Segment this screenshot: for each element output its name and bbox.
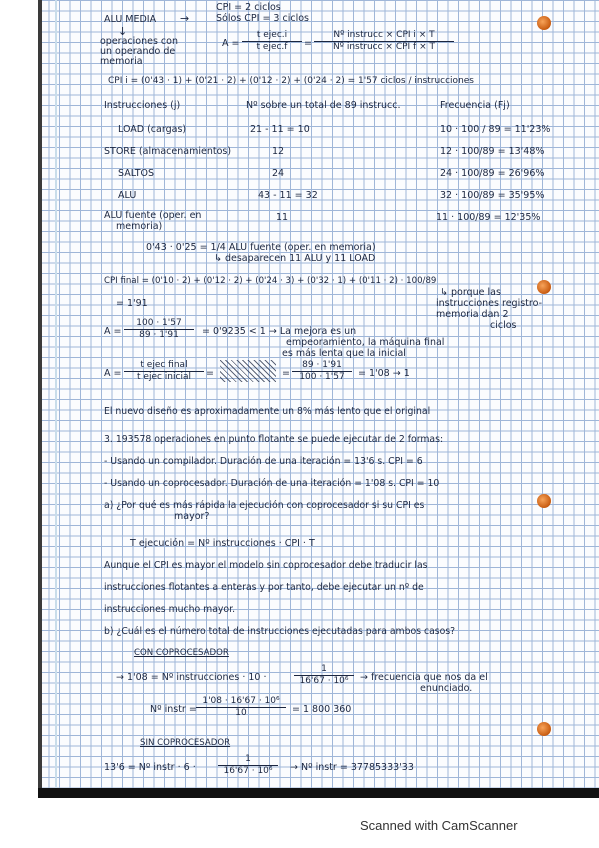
margin-line: [55, 0, 57, 798]
binder-hole: [537, 494, 551, 508]
sin-equation-fraction: [218, 754, 278, 777]
numerator: Nº instrucc × CPI i × T: [314, 30, 454, 42]
p3-option-coprocessor: - Usando un coprocesador. Duración de una iteración = 1'08 s. CPI = 10: [104, 478, 440, 489]
row-alufuente-name: memoria): [116, 221, 163, 232]
a2-fraction-2: [292, 360, 352, 383]
numerator: 1: [218, 754, 278, 766]
row-load-name: LOAD (cargas): [118, 124, 187, 135]
cpi-final-note: instrucciones registro-: [436, 298, 542, 309]
denominator: t ejec inicial: [137, 372, 191, 382]
alu-media-desc: operaciones con: [100, 36, 178, 47]
equals-sign: =: [282, 368, 290, 379]
a-formula-lhs: A =: [222, 38, 240, 49]
denominator: 100 · 1'57: [299, 372, 345, 382]
cpi-final-note: ↳ porque las: [440, 287, 501, 298]
con-equation-note: → frecuencia que nos da el: [360, 672, 488, 683]
scanner-watermark: Scanned with CamScanner: [360, 818, 518, 833]
numerator: t ejec.i: [242, 30, 302, 42]
a2-lhs: A =: [104, 368, 122, 379]
arrow-icon: →: [180, 12, 190, 25]
p3-question-a: a) ¿Por qué es más rápida la ejecución con coprocesador si su CPI es: [104, 500, 425, 511]
denominator: 16'67 · 10⁶: [299, 676, 349, 686]
row-saltos-freq: 24 · 100/89 = 26'96%: [440, 168, 545, 179]
p3-question-b: b) ¿Cuál es el número total de instrucciones ejecutadas para ambos casos?: [104, 626, 456, 637]
row-load-count: 21 - 11 = 10: [250, 124, 310, 135]
numerator: t ejec final: [124, 360, 204, 372]
a-result-rest: = 0'9235 < 1 → La mejora es un: [202, 326, 357, 337]
numerator: 1'08 · 16'67 · 10⁶: [196, 696, 286, 708]
equals-sign: =: [304, 38, 312, 49]
alu-media-label: ALU MEDIA: [104, 14, 157, 25]
p3-explanation: instrucciones mucho mayor.: [104, 604, 236, 615]
note-043-line1: 0'43 · 0'25 = 1/4 ALU fuente (oper. en memoria): [146, 242, 376, 253]
cpi-final-note: ciclos: [490, 320, 517, 331]
con-equation-fraction: [294, 664, 354, 687]
cpi-final-note: memoria dan 2: [436, 309, 509, 320]
row-alufuente-name: ALU fuente (oper. en: [104, 210, 202, 221]
con-equation-note: enunciado.: [420, 683, 473, 694]
denominator: t ejec.f: [256, 42, 288, 52]
denominator: Nº instrucc × CPI f × T: [333, 42, 435, 52]
cpi-intro-2: Sólos CPI = 3 ciclos: [216, 13, 309, 24]
row-store-freq: 12 · 100/89 = 13'48%: [440, 146, 545, 157]
p3-explanation: Aunque el CPI es mayor el modelo sin coprocesador debe traducir las: [104, 560, 428, 571]
p3-explanation: instrucciones flotantes a enteras y por tanto, debe ejecutar un nº de: [104, 582, 424, 593]
ninst-fraction: [196, 696, 286, 719]
row-alu-count: 43 - 11 = 32: [258, 190, 318, 201]
cpi-intro-1: CPI = 2 ciclos: [216, 2, 281, 13]
a-formula-fraction-2: [314, 30, 454, 53]
alu-media-desc: memoria: [100, 56, 143, 67]
p3-question-a: mayor?: [174, 511, 210, 522]
a-result-rest: empeoramiento, la máquina final: [286, 337, 445, 348]
a-result-rest: es más lenta que la inicial: [282, 348, 406, 359]
binder-hole: [537, 280, 551, 294]
row-alu-freq: 32 · 100/89 = 35'95%: [440, 190, 545, 201]
a2-result: = 1'08 → 1: [358, 368, 410, 379]
alu-media-desc: un operando de: [100, 46, 176, 57]
ninst-result: = 1 800 360: [292, 704, 352, 715]
row-store-name: STORE (almacenamientos): [104, 146, 232, 157]
row-saltos-name: SALTOS: [118, 168, 155, 179]
a-result-fraction: [124, 318, 194, 341]
row-alufuente-count: 11: [276, 212, 289, 223]
row-store-count: 12: [272, 146, 285, 157]
sin-coprocesador-heading: SIN COPROCESADOR: [140, 738, 231, 748]
binder-hole: [537, 16, 551, 30]
denominator: 16'67 · 10⁶: [223, 766, 273, 776]
row-alufuente-freq: 11 · 100/89 = 12'35%: [436, 212, 541, 223]
cpi-final-line: CPI final = (0'10 · 2) + (0'12 · 2) + (0'24 · 3) + (0'32 · 1) + (0'11 · 2) · 100/89: [104, 276, 437, 286]
con-coprocesador-heading: CON COPROCESADOR: [134, 648, 229, 658]
numerator: 1: [294, 664, 354, 676]
ninst-lhs: Nº instr =: [150, 704, 197, 715]
conclusion: El nuevo diseño es aproximadamente un 8% más lento que el original: [104, 406, 431, 417]
p3-option-compiler: - Usando un compilador. Duración de una iteración = 13'6 s. CPI = 6: [104, 456, 423, 467]
paper-bottom-edge: [38, 788, 599, 798]
row-alu-name: ALU: [118, 190, 137, 201]
down-arrow-icon: ↓: [118, 25, 128, 38]
table-head-instr: Instrucciones (j): [104, 100, 181, 111]
sin-equation-result: → Nº instr = 37785333'33: [290, 762, 414, 773]
row-saltos-count: 24: [272, 168, 285, 179]
table-head-freq: Frecuencia (Fj): [440, 100, 510, 111]
p3-statement: 3. 193578 operaciones en punto flotante se puede ejecutar de 2 formas:: [104, 434, 444, 445]
row-load-freq: 10 · 100 / 89 = 11'23%: [440, 124, 551, 135]
a2-mid: =: [206, 368, 214, 379]
numerator: 100 · 1'57: [124, 318, 194, 330]
denominator: 10: [235, 708, 247, 718]
denominator: 89 · 1'91: [139, 330, 179, 340]
numerator: 89 · 1'91: [292, 360, 352, 372]
crossed-out-fraction: [220, 360, 276, 382]
paper-left-edge: [38, 0, 42, 798]
binder-hole: [537, 722, 551, 736]
a-formula-fraction: [242, 30, 302, 53]
sin-equation: 13'6 = Nº instr · 6 ·: [104, 762, 196, 773]
a2-fraction: [124, 360, 204, 383]
con-equation: → 1'08 = Nº instrucciones · 10 ·: [116, 672, 267, 683]
table-head-count: Nº sobre un total de 89 instrucc.: [246, 100, 401, 111]
t-ejec-formula: T ejecución = Nº instrucciones · CPI · T: [130, 538, 315, 549]
a-result-lhs: A =: [104, 326, 122, 337]
cpi-final-value: = 1'91: [116, 298, 148, 309]
note-043-line2: ↳ desaparecen 11 ALU y 11 LOAD: [214, 253, 376, 264]
cpi-i-line: CPI i = (0'43 · 1) + (0'21 · 2) + (0'12 · 2) + (0'24 · 2) = 1'57 ciclos / instrucciones: [108, 76, 474, 86]
